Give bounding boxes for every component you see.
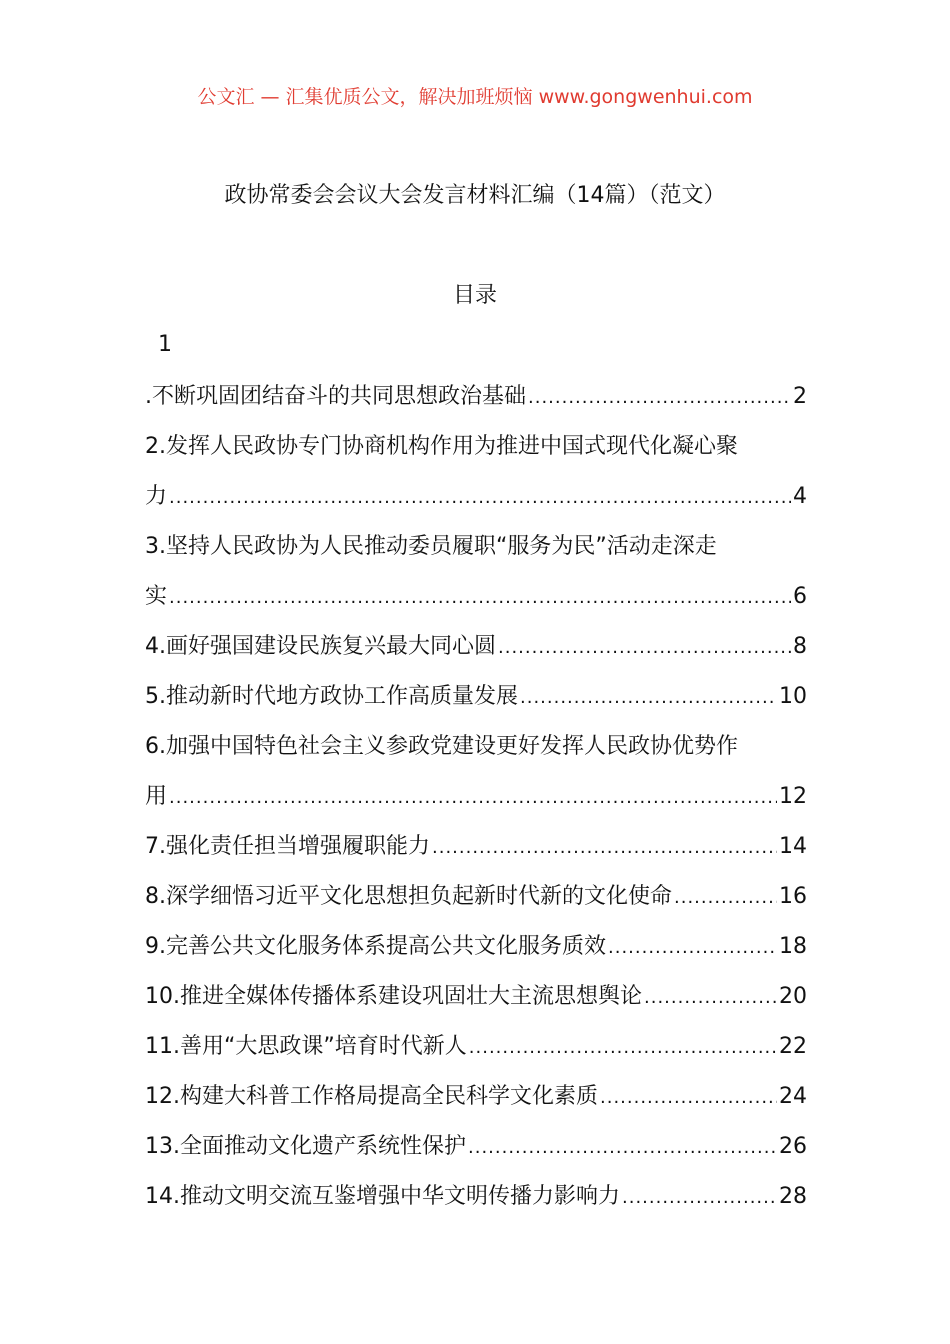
toc-dot-leader [169, 573, 791, 623]
toc-entry-label: 力 [145, 484, 168, 509]
toc-entry-label: 13.全面推动文化遗产系统性保护 [145, 1134, 466, 1159]
toc-entry-label: 4.画好强国建设民族复兴最大同心圆 [145, 634, 496, 659]
toc-entry-label: 7.强化责任担当增强履职能力 [145, 834, 430, 859]
toc-entry-label: 9.完善公共文化服务体系提高公共文化服务质效 [145, 934, 606, 959]
toc-line [145, 1122, 807, 1172]
toc-dot-leader [498, 623, 791, 673]
toc-entry-label: 用 [145, 784, 168, 809]
toc-entry[interactable] [145, 922, 807, 972]
toc-line [145, 372, 807, 422]
toc-dot-leader [644, 973, 777, 1023]
toc-page-number: 28 [779, 1184, 807, 1209]
toc-entry-first-line: 3.坚持人民政协为人民推动委员履职“服务为民”活动走深走 [145, 534, 717, 559]
toc-line [145, 772, 807, 822]
toc-line [145, 872, 807, 922]
toc-page-number: 24 [779, 1084, 807, 1109]
toc-page-number: 8 [793, 634, 807, 659]
toc-dot-leader [432, 823, 777, 873]
toc-entry-label: 实 [145, 584, 168, 609]
toc-entry[interactable] [145, 622, 807, 672]
toc-page-number: 20 [779, 984, 807, 1009]
toc-page-number: 2 [793, 384, 807, 409]
toc-page-number: 26 [779, 1134, 807, 1159]
toc-entry-first-line: 2.发挥人民政协专门协商机构作用为推进中国式现代化凝心聚 [145, 434, 738, 459]
toc-dot-leader [622, 1173, 777, 1223]
toc-dot-leader [169, 473, 791, 523]
table-of-contents [145, 372, 807, 1222]
toc-entry-first-line: 6.加强中国特色社会主义参政党建设更好发挥人民政协优势作 [145, 734, 738, 759]
toc-dot-leader [608, 923, 777, 973]
toc-entry-label: 12.构建大科普工作格局提高全民科学文化素质 [145, 1084, 598, 1109]
toc-entry[interactable] [145, 672, 807, 722]
header-banner: 公文汇 — 汇集优质公文，解决加班烦恼 www.gongwenhui.com [197, 86, 753, 108]
toc-line [145, 1072, 807, 1122]
toc-entry-label: 10.推进全媒体传播体系建设巩固壮大主流思想舆论 [145, 984, 642, 1009]
toc-entry-label: 8.深学细悟习近平文化思想担负起新时代新的文化使命 [145, 884, 672, 909]
toc-dot-leader [468, 1123, 777, 1173]
toc-page-number: 22 [779, 1034, 807, 1059]
toc-entry[interactable] [145, 972, 807, 1022]
toc-stray-number: 1 [158, 332, 172, 357]
toc-dot-leader [520, 673, 777, 723]
document-title: 政协常委会会议大会发言材料汇编（14篇）（范文） [224, 183, 726, 208]
toc-entry[interactable] [145, 1122, 807, 1172]
toc-entry-label: 5.推动新时代地方政协工作高质量发展 [145, 684, 518, 709]
toc-dot-leader [674, 873, 777, 923]
toc-dot-leader [528, 373, 791, 423]
toc-line [145, 822, 807, 872]
toc-entry[interactable] [145, 372, 807, 422]
toc-line [145, 472, 807, 522]
toc-dot-leader [600, 1073, 777, 1123]
toc-entry[interactable] [145, 872, 807, 922]
toc-page-number: 14 [779, 834, 807, 859]
toc-entry-label: 11.善用“大思政课”培育时代新人 [145, 1034, 467, 1059]
toc-page-number: 6 [793, 584, 807, 609]
toc-entry[interactable] [145, 722, 807, 822]
toc-entry[interactable] [145, 1172, 807, 1222]
toc-page-number: 18 [779, 934, 807, 959]
toc-page-number: 12 [779, 784, 807, 809]
toc-line [145, 622, 807, 672]
toc-page-number: 4 [793, 484, 807, 509]
toc-entry[interactable] [145, 1072, 807, 1122]
toc-heading: 目录 [452, 283, 497, 308]
toc-dot-leader [469, 1023, 777, 1073]
toc-line [145, 972, 807, 1022]
toc-page-number: 10 [779, 684, 807, 709]
toc-entry[interactable] [145, 1022, 807, 1072]
toc-entry[interactable] [145, 422, 807, 522]
toc-entry[interactable] [145, 522, 807, 622]
toc-dot-leader [169, 773, 777, 823]
toc-entry[interactable] [145, 822, 807, 872]
toc-line [145, 572, 807, 622]
toc-line [145, 1022, 807, 1072]
toc-entry-label: 14.推动文明交流互鉴增强中华文明传播力影响力 [145, 1184, 620, 1209]
toc-line [145, 672, 807, 722]
toc-line [145, 922, 807, 972]
toc-line [145, 1172, 807, 1222]
toc-page-number: 16 [779, 884, 807, 909]
toc-entry-label: .不断巩固团结奋斗的共同思想政治基础 [145, 384, 526, 409]
